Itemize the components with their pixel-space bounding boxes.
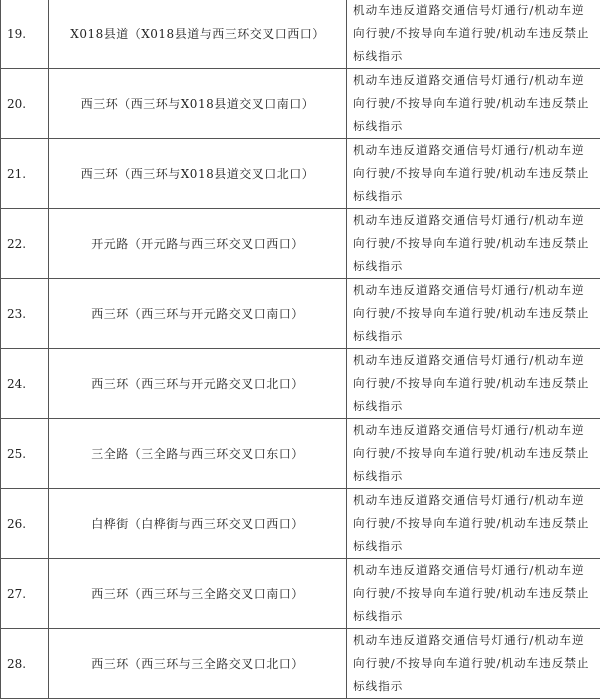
violation-cell: 机动车违反道路交通信号灯通行/机动车逆向行驶/不按导向车道行驶/机动车违反禁止标线指示 <box>347 139 600 209</box>
row-number: 28. <box>1 629 49 699</box>
violation-cell: 机动车违反道路交通信号灯通行/机动车逆向行驶/不按导向车道行驶/机动车违反禁止标线指示 <box>347 0 600 69</box>
table-row <box>1 139 600 209</box>
row-number: 21. <box>1 139 49 209</box>
violation-cell: 机动车违反道路交通信号灯通行/机动车逆向行驶/不按导向车道行驶/机动车违反禁止标线指示 <box>347 69 600 139</box>
table-row <box>1 279 600 349</box>
violation-cell: 机动车违反道路交通信号灯通行/机动车逆向行驶/不按导向车道行驶/机动车违反禁止标线指示 <box>347 419 600 489</box>
location-cell: 白桦街（白桦街与西三环交叉口西口） <box>49 489 347 559</box>
location-cell: 三全路（三全路与西三环交叉口东口） <box>49 419 347 489</box>
row-number: 26. <box>1 489 49 559</box>
row-number: 27. <box>1 559 49 629</box>
row-number: 19. <box>1 0 49 69</box>
table-row <box>1 489 600 559</box>
violation-cell: 机动车违反道路交通信号灯通行/机动车逆向行驶/不按导向车道行驶/机动车违反禁止标线指示 <box>347 489 600 559</box>
row-number: 25. <box>1 419 49 489</box>
row-number: 22. <box>1 209 49 279</box>
table-row <box>1 629 600 699</box>
location-cell: 西三环（西三环与开元路交叉口北口） <box>49 349 347 419</box>
violation-cell: 机动车违反道路交通信号灯通行/机动车逆向行驶/不按导向车道行驶/机动车违反禁止标线指示 <box>347 629 600 699</box>
violation-cell: 机动车违反道路交通信号灯通行/机动车逆向行驶/不按导向车道行驶/机动车违反禁止标线指示 <box>347 209 600 279</box>
table-row <box>1 419 600 489</box>
table-row <box>1 69 600 139</box>
table-row <box>1 209 600 279</box>
location-cell: 西三环（西三环与开元路交叉口南口） <box>49 279 347 349</box>
table-row <box>1 559 600 629</box>
location-cell: 西三环（西三环与三全路交叉口南口） <box>49 559 347 629</box>
violation-cell: 机动车违反道路交通信号灯通行/机动车逆向行驶/不按导向车道行驶/机动车违反禁止标线指示 <box>347 349 600 419</box>
table-row <box>1 349 600 419</box>
violation-cell: 机动车违反道路交通信号灯通行/机动车逆向行驶/不按导向车道行驶/机动车违反禁止标线指示 <box>347 279 600 349</box>
row-number: 20. <box>1 69 49 139</box>
location-cell: 西三环（西三环与X018县道交叉口南口） <box>49 69 347 139</box>
location-cell: 西三环（西三环与三全路交叉口北口） <box>49 629 347 699</box>
table-row <box>1 0 600 69</box>
location-cell: 西三环（西三环与X018县道交叉口北口） <box>49 139 347 209</box>
violation-cell: 机动车违反道路交通信号灯通行/机动车逆向行驶/不按导向车道行驶/机动车违反禁止标线指示 <box>347 559 600 629</box>
row-number: 24. <box>1 349 49 419</box>
location-cell: X018县道（X018县道与西三环交叉口西口） <box>49 0 347 69</box>
row-number: 23. <box>1 279 49 349</box>
location-cell: 开元路（开元路与西三环交叉口西口） <box>49 209 347 279</box>
